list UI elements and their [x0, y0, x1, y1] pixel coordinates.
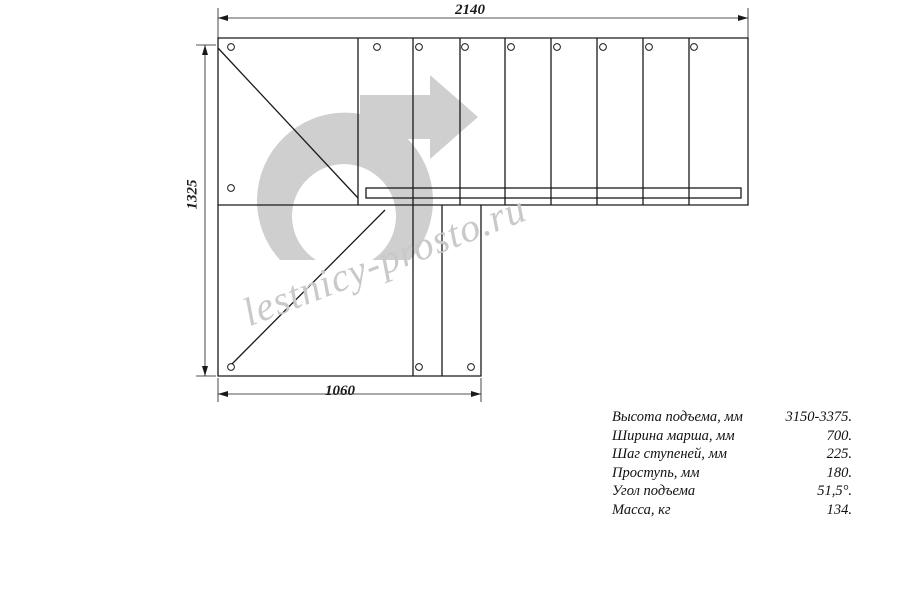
dim-top-arrow-left	[218, 15, 228, 21]
spec-name: Проступь, мм	[612, 464, 700, 481]
spec-value: 225.	[826, 446, 852, 462]
bolt-hole	[508, 44, 515, 51]
table-row	[612, 501, 852, 520]
table-row	[612, 427, 852, 446]
dim-top-arrow-right	[738, 15, 748, 21]
spec-name: Угол подъема	[612, 483, 696, 499]
dim-bottom-arrow-right	[471, 391, 481, 397]
specification-table	[612, 408, 852, 519]
specification-table-body	[612, 408, 852, 519]
spec-value: 180.	[826, 464, 852, 481]
spec-value: 700.	[826, 427, 852, 444]
spec-value: 51,5°.	[817, 483, 852, 499]
plan-outline	[218, 38, 748, 376]
spec-value: 134.	[826, 501, 852, 518]
staircase-outline	[218, 38, 748, 376]
table-row	[612, 445, 852, 464]
spec-name: Ширина марша, мм	[612, 427, 735, 444]
table-row	[612, 464, 852, 483]
bolt-hole	[691, 44, 698, 51]
bolt-hole	[228, 185, 235, 192]
lower-diagonal	[228, 210, 385, 368]
dim-left-arrow-bottom	[202, 366, 208, 376]
spec-name: Шаг ступеней, мм	[612, 446, 727, 462]
dimension-label-left: 1325	[184, 179, 201, 210]
spec-value: 3150-3375.	[785, 409, 852, 425]
bolt-hole	[228, 364, 235, 371]
table-row	[612, 408, 852, 427]
bolt-hole	[374, 44, 381, 51]
bolt-holes	[228, 44, 698, 371]
watermark-text: lestnicy-prosto.ru	[236, 185, 533, 335]
spec-name: Высота подъема, мм	[612, 409, 743, 425]
dimension-label-bottom: 1060	[325, 383, 355, 399]
bolt-hole	[554, 44, 561, 51]
table-row	[612, 482, 852, 501]
bolt-hole	[600, 44, 607, 51]
watermark-arrow	[257, 75, 478, 260]
bolt-hole	[416, 364, 423, 371]
spec-name: Масса, кг	[612, 501, 671, 518]
bolt-hole	[416, 44, 423, 51]
bolt-hole	[468, 364, 475, 371]
bolt-hole	[228, 44, 235, 51]
dim-bottom-arrow-left	[218, 391, 228, 397]
bolt-hole	[646, 44, 653, 51]
dim-left-arrow-top	[202, 45, 208, 55]
dimension-label-top: 2140	[455, 2, 485, 18]
bolt-hole	[462, 44, 469, 51]
